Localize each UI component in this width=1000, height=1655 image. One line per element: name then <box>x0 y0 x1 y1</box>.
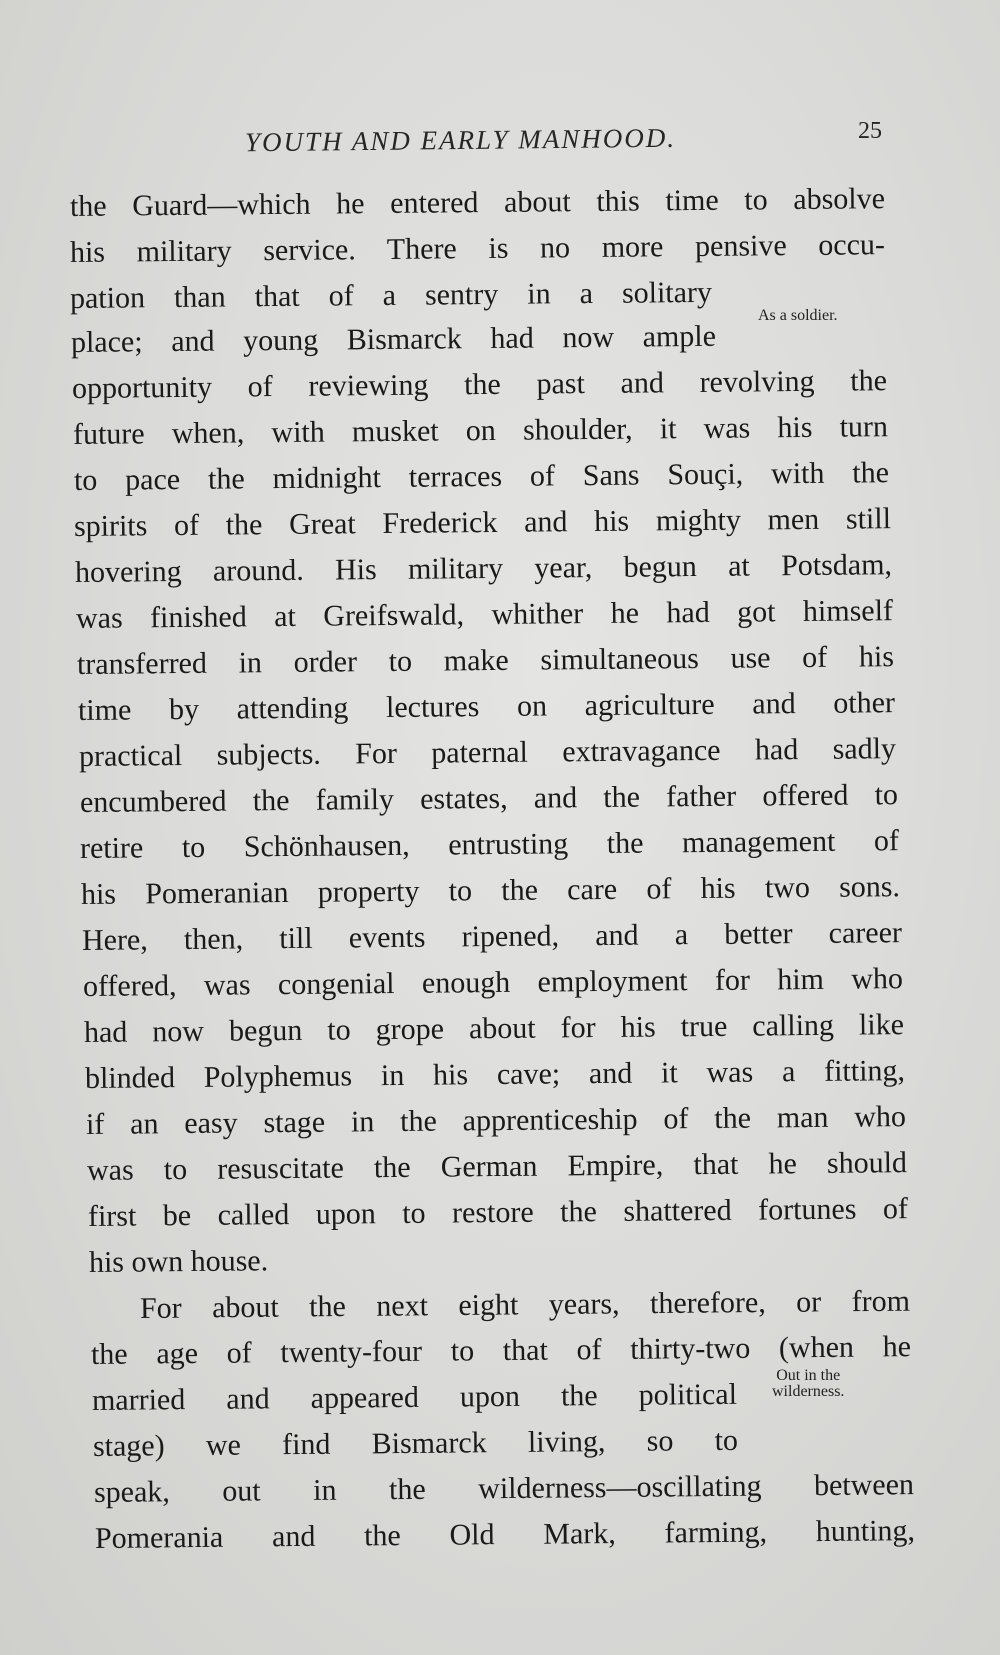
text-line: was finished at Greifswald, whither he had got himself <box>75 594 894 635</box>
text-line: spirits of the Great Frederick and his mighty men still <box>73 502 892 543</box>
text-line: pation than that of a sentry in a solitary <box>69 275 713 315</box>
text-line: the Guard—which he entered about this time to absolve <box>69 182 886 223</box>
margin-note-line: wilderness. <box>772 1383 845 1400</box>
text-line: to pace the midnight terraces of Sans Souçi, with the <box>73 456 890 497</box>
text-line: opportunity of reviewing the past and revolving the <box>71 364 888 405</box>
text-line: Here, then, till events ripened, and a better career <box>81 916 903 957</box>
text-line: For about the next eight years, therefore, or from <box>139 1284 911 1325</box>
text-line: offered, was congenial enough employment for him who <box>82 962 904 1003</box>
text-line: time by attending lectures on agriculture and other <box>77 686 896 727</box>
text-line: married and appeared upon the political <box>91 1377 738 1417</box>
text-line: was to resuscitate the German Empire, that he should <box>86 1146 908 1187</box>
text-line: encumbered the family estates, and the father offered to <box>79 778 899 819</box>
text-line: his Pomeranian property to the care of his two sons. <box>80 870 901 911</box>
text-line: first be called upon to restore the shattered fortunes of <box>87 1192 909 1233</box>
text-line: had now begun to grope about for his true calling like <box>83 1008 905 1049</box>
margin-note-out-in-the-wilderness <box>772 1368 844 1400</box>
text-line: retire to Schönhausen, entrusting the management of <box>79 824 900 865</box>
text-line: his military service. There is no more pensive occu- <box>69 228 886 269</box>
text-line: his own house. <box>88 1244 269 1279</box>
text-line: speak, out in the wilderness—oscillating between <box>93 1468 915 1509</box>
text-line: blinded Polyphemus in his cave; and it was a fitting, <box>84 1054 906 1095</box>
text-line: future when, with musket on shoulder, it was his turn <box>72 410 889 451</box>
text-line: the age of twenty-four to that of thirty-two (when he <box>90 1330 912 1371</box>
text-line: practical subjects. For paternal extravagance had sadly <box>78 732 897 773</box>
text-line: transferred in order to make simultaneous use of his <box>76 640 895 681</box>
text-line: hovering around. His military year, begun at Potsdam, <box>74 548 893 589</box>
text-line: place; and young Bismarck had now ample <box>70 319 717 359</box>
text-line: Pomerania and the Old Mark, farming, hunting, <box>94 1514 916 1555</box>
text-line: stage) we find Bismarck living, so to <box>92 1423 739 1463</box>
text-line: if an easy stage in the apprenticeship of the man who <box>85 1100 907 1141</box>
running-head-title: YOUTH AND EARLY MANHOOD. <box>244 122 677 158</box>
margin-note-as-a-soldier: As a soldier. <box>758 307 838 324</box>
page-number: 25 <box>858 118 882 144</box>
margin-note-line: Out in the <box>776 1367 841 1384</box>
